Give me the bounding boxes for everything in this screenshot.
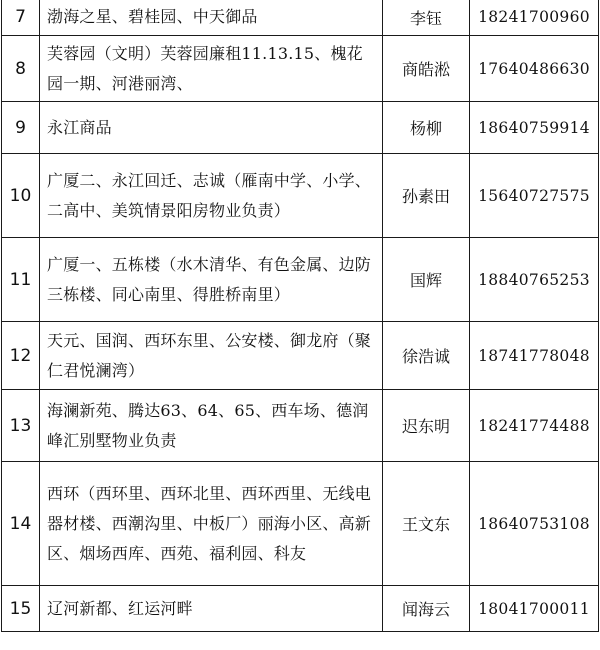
table-row [2,36,599,102]
row-number: 10 [2,154,40,238]
phone-number: 18840765253 [470,238,599,322]
phone-number: 18741778048 [470,322,599,390]
person-name: 国辉 [383,238,470,322]
phone-number: 18241774488 [470,390,599,462]
person-name: 徐浩诚 [383,322,470,390]
phone-number: 15640727575 [470,154,599,238]
person-name: 迟东明 [383,390,470,462]
table-row [2,102,599,154]
row-number: 14 [2,462,40,586]
phone-number: 18041700011 [470,586,599,632]
table-row [2,322,599,390]
row-number: 8 [2,36,40,102]
row-number: 7 [2,0,40,36]
table-row [2,238,599,322]
person-name: 闻海云 [383,586,470,632]
area-cell: 辽河新都、红运河畔 [40,586,383,632]
row-number: 12 [2,322,40,390]
table-row [2,462,599,586]
contact-table [1,0,599,632]
table-row [2,154,599,238]
row-number: 11 [2,238,40,322]
area-cell: 广厦二、永江回迁、志诚（雁南中学、小学、二高中、美筑情景阳房物业负责） [40,154,383,238]
area-cell: 芙蓉园（文明）芙蓉园廉租11.13.15、槐花园一期、河港丽湾、 [40,36,383,102]
row-number: 15 [2,586,40,632]
row-number: 13 [2,390,40,462]
area-cell: 广厦一、五栋楼（水木清华、有色金属、边防三栋楼、同心南里、得胜桥南里） [40,238,383,322]
area-cell: 渤海之星、碧桂园、中天御品 [40,0,383,36]
person-name: 李钰 [383,0,470,36]
row-number: 9 [2,102,40,154]
area-cell: 天元、国润、西环东里、公安楼、御龙府（聚仁君悦澜湾） [40,322,383,390]
area-cell: 海澜新苑、腾达63、64、65、西车场、德润峰汇别墅物业负责 [40,390,383,462]
table-row [2,0,599,36]
phone-number: 18640759914 [470,102,599,154]
person-name: 商皓淞 [383,36,470,102]
table-row [2,390,599,462]
person-name: 孙素田 [383,154,470,238]
table-row [2,586,599,632]
area-cell: 西环（西环里、西环北里、西环西里、无线电器材楼、西潮沟里、中板厂）丽海小区、高新区、烟场西库、西苑、福利园、科友 [40,462,383,586]
person-name: 杨柳 [383,102,470,154]
phone-number: 18640753108 [470,462,599,586]
phone-number: 18241700960 [470,0,599,36]
person-name: 王文东 [383,462,470,586]
phone-number: 17640486630 [470,36,599,102]
area-cell: 永江商品 [40,102,383,154]
